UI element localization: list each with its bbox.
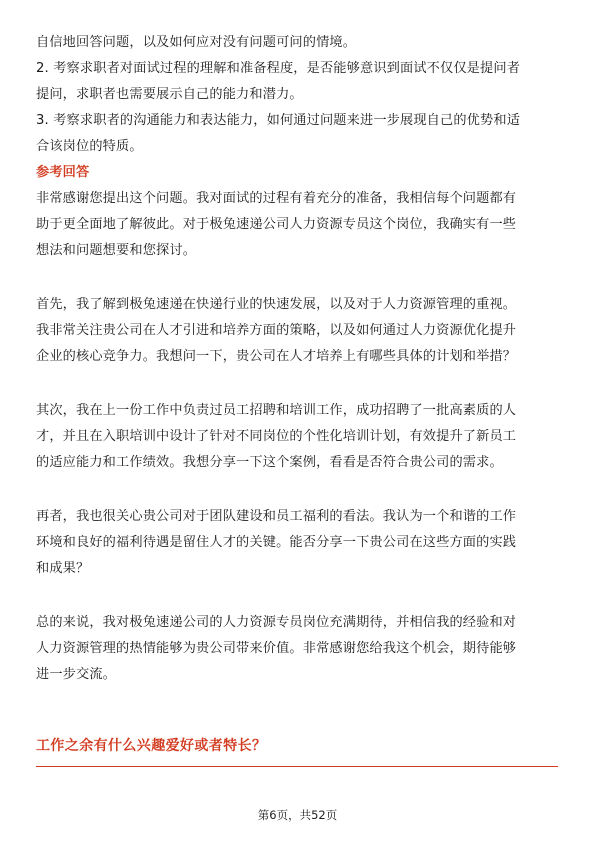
intro-line: 合该岗位的特质。 xyxy=(36,139,143,154)
paragraph-line: 人力资源管理的热情能够为贵公司带来价值。非常感谢您给我这个机会，期待能够 xyxy=(36,641,517,656)
answer-paragraph xyxy=(36,292,558,370)
paragraph-line: 我非常关注贵公司在人才引进和培养方面的策略，以及如何通过人力资源优化提升 xyxy=(36,323,517,338)
paragraph-gap xyxy=(36,476,558,504)
paragraph-line: 助于更全面地了解彼此。对于极兔速递公司人力资源专员这个岗位，我确实有一些 xyxy=(36,217,517,232)
paragraph-line: 和成果？ xyxy=(36,561,90,576)
answer-paragraph xyxy=(36,610,558,688)
paragraph-line: 其次，我在上一份工作中负责过员工招聘和培训工作，成功招聘了一批高素质的人 xyxy=(36,403,517,418)
next-question-heading: 工作之余有什么兴趣爱好或者特长？ xyxy=(36,738,267,754)
document-page xyxy=(36,30,558,688)
answer-paragraph xyxy=(36,398,558,476)
page-number-footer: 第6页，共52页 xyxy=(257,808,338,822)
intro-line: 3. 考察求职者的沟通能力和表达能力，如何通过问题来进一步展现自己的优势和适 xyxy=(36,113,521,128)
paragraph-line: 才，并且在入职培训中设计了针对不同岗位的个性化培训计划，有效提升了新员工 xyxy=(36,429,517,444)
paragraph-line: 进一步交流。 xyxy=(36,667,117,682)
paragraph-gap xyxy=(36,582,558,610)
paragraph-line: 非常感谢您提出这个问题。我对面试的过程有着充分的准备，我相信每个问题都有 xyxy=(36,191,517,206)
paragraph-line: 环境和良好的福利待遇是留住人才的关键。能否分享一下贵公司在这些方面的实践 xyxy=(36,535,517,550)
intro-line: 2. 考察求职者对面试过程的理解和准备程度，是否能够意识到面试不仅仅是提问者 xyxy=(36,61,521,76)
section-divider xyxy=(36,766,558,767)
paragraph-line: 的适应能力和工作绩效。我想分享一下这个案例，看看是否符合贵公司的需求。 xyxy=(36,455,503,470)
paragraph-line: 总的来说，我对极兔速递公司的人力资源专员岗位充满期待，并相信我的经验和对 xyxy=(36,615,517,630)
intro-line: 自信地回答问题，以及如何应对没有问题可问的情境。 xyxy=(36,35,357,50)
paragraph-line: 想法和问题想要和您探讨。 xyxy=(36,243,197,258)
intro-line: 提问，求职者也需要展示自己的能力和潜力。 xyxy=(36,87,303,102)
paragraph-line: 首先，我了解到极兔速递在快递行业的快速发展，以及对于人力资源管理的重视。 xyxy=(36,297,517,312)
answer-paragraph xyxy=(36,186,558,264)
paragraph-line: 再者，我也很关心贵公司对于团队建设和员工福利的看法。我认为一个和谐的工作 xyxy=(36,509,517,524)
answer-paragraph xyxy=(36,504,558,582)
paragraph-line: 企业的核心竞争力。我想问一下，贵公司在人才培养上有哪些具体的计划和举措？ xyxy=(36,349,517,364)
paragraph-gap xyxy=(36,264,558,292)
paragraph-gap xyxy=(36,370,558,398)
intro-section xyxy=(36,30,558,160)
reference-answer-heading: 参考回答 xyxy=(36,165,90,180)
